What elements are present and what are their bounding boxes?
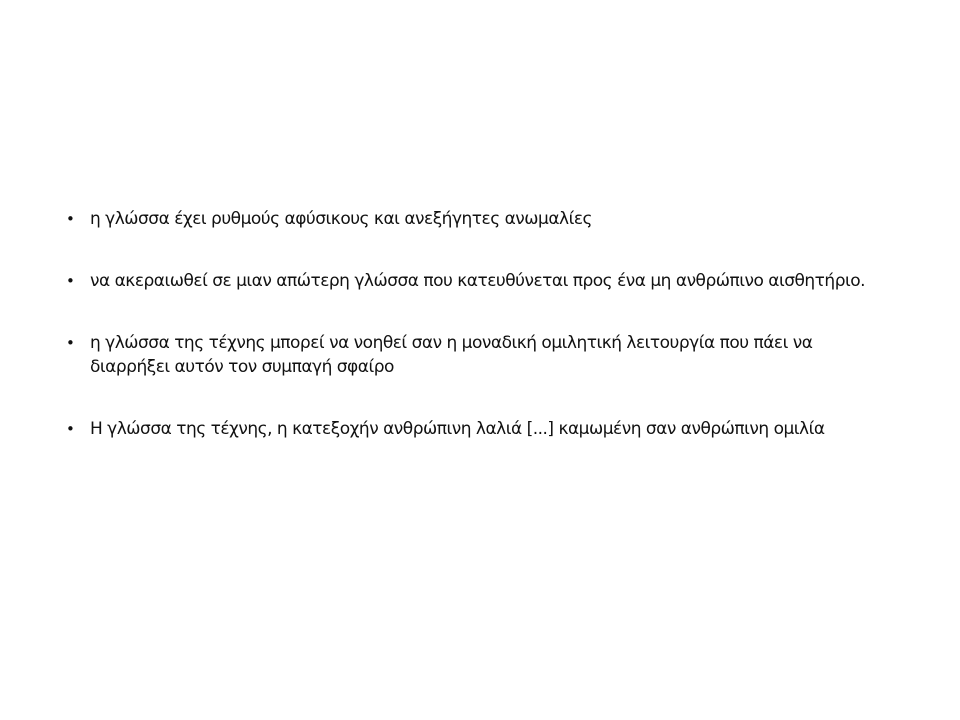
bullet-dot-icon: • bbox=[66, 272, 75, 290]
bullet-text: η γλώσσα της τέχνης μπορεί να νοηθεί σαν η μοναδική ομιλητική λειτουργία που πάει να διαρρήξει αυτόν τον συμπαγή σφαίρο bbox=[90, 333, 813, 377]
bullet-item bbox=[66, 269, 886, 293]
bullet-item bbox=[66, 207, 886, 231]
bullet-item bbox=[66, 417, 886, 441]
bullet-list bbox=[66, 207, 886, 441]
bullet-text: Η γλώσσα της τέχνης, η κατεξοχήν ανθρώπινη λαλιά [...] καμωμένη σαν ανθρώπινη ομιλία bbox=[90, 419, 825, 439]
bullet-dot-icon: • bbox=[66, 210, 75, 228]
bullet-text: να ακεραιωθεί σε μιαν απώτερη γλώσσα που κατευθύνεται προς ένα μη ανθρώπινο αισθητήριο. bbox=[90, 271, 866, 291]
bullet-dot-icon: • bbox=[66, 334, 75, 352]
bullet-text: η γλώσσα έχει ρυθμούς αφύσικους και ανεξήγητες ανωμαλίες bbox=[90, 209, 593, 229]
bullet-item bbox=[66, 331, 886, 379]
bullet-dot-icon: • bbox=[66, 420, 75, 438]
